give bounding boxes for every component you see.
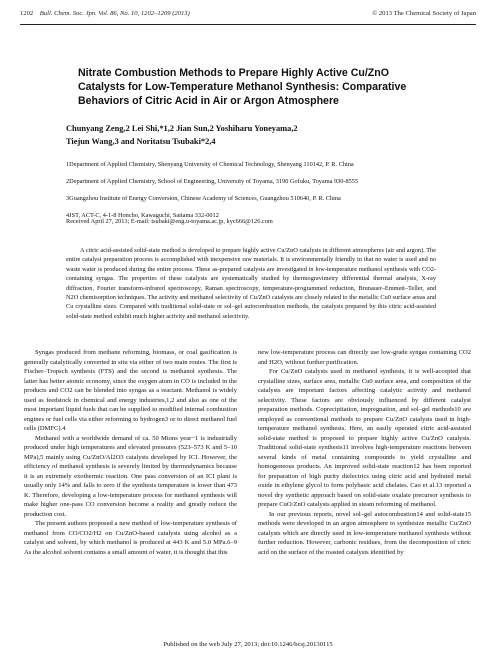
page-number: 1202 [20,10,34,17]
authors-line-1: Chunyang Zeng,2 Lei Shi,*1,2 Jian Sun,2 Yoshiharu Yoneyama,2 [66,124,298,133]
header-divider [20,24,476,25]
journal-reference: Bull. Chem. Soc. Jpn. Vol. 86, No. 10, 1202–1209 (2013) [39,10,190,17]
running-head [20,10,476,22]
paragraph: Methanol with a worldwide demand of ca. 50 Mtons year−1 is industrially produced under high temperatures and elevated pressures (523–573 K and 5–10 MPa),5 mainly using Cu/ZnO/Al2O3 catalysts developed by ICI. However, the efficiency of methanol synthesis is severely limited by thermodynamics because it is an extremely exothermic reaction. One pass conversion of an ICI plant is usually only 14% and falls to zero if the synthesis temperature is lower than 473 K. Therefore, developing a low-temperature process for methanol synthesis will make higher one-pass CO conversion become a reality and greatly reduce the production cost. [24,434,237,518]
affiliation-3: 3Guangzhou Institute of Energy Conversion, Chinese Academy of Sciences, Guangzhou 510640, P. R. China [66,195,341,202]
paragraph: The present authors proposed a new method of low-temperature synthesis of methanol from CO/CO2/H2 on Cu/ZnO-based catalysts using alcohol as a catalyst and solvent, by which methanol is produced at 443 K and 5.0 MPa.6–9 As the alcohol solvent contains a small amount of water, it is thought that this [24,520,237,556]
paragraph: In our previous reports, novel sol–gel autocombustion14 and solid-state15 methods were developed in an argon atmosphere to synthesize metallic Cu/ZnO catalysts which are directly used in low-temperature methanol synthesis without further reduction. However, carbonic residues, from the decomposition of citric acid on the surface of the roasted catalysts identified by [258,510,471,556]
paragraph: For Cu/ZnO catalysts used in methanol synthesis, it is well-accepted that crystalline sizes, surface area, metallic Cu0 surface area, and composition of the catalysts are important factors affecting catalytic activity and methanol selectivity. These factors are obviously influenced by different catalyst preparation methods. Coprecipitation, impregnation, and sol–gel methods10 are employed as conventional methods to prepare Cu/ZnO catalysts used in high-temperature methanol synthesis. Here, an easily operated citric acid-assisted solid-state method is proposed to prepare highly active Cu/ZnO catalysts. Traditional solid-state synthesis11 involves high-temperature reactions between several kinds of metal containing compounds to yield crystalline and homogeneous products. An improved solid-state reaction12 has been reported for preparation of high purity dielectrics using citric acid and hydrated metal oxide in ethylene glycol to form polybasic acid chelates. Cao et al.13 reported a novel dry synthetic approach based on solid-state oxalate precursor synthesis to prepare CuO/ZnO catalysts applied in steam reforming of methanol. [258,368,471,508]
received-date-and-email: Received April 27, 2013; E-mail: tsubaki@eng.u-toyama.ac.jp, kyc666@126.com [66,218,273,225]
affiliations [66,156,456,224]
body-column-left [24,348,237,557]
paragraph: Syngas produced from methane reforming, biomass, or coal gasification is generally catalytically converted in situ via either of two main routes. The first is Fischer–Tropsch synthesis (FTS) and the second is methanol synthesis. The latter has better atomic economy, since the oxygen atom in CO is included in the products and CO2 can be blended into syngas as a reactant. Methanol is widely used as feedstock in chemical and energy industries,1,2 and also as one of the most important liquid fuels that can be supplied to modified internal combustion engines or fuel cells via either reforming to hydrogen3 or to direct methanol fuel cells (DMFC).4 [24,349,237,432]
author-list [66,123,446,148]
journal-citation [20,10,190,17]
article-title: Nitrate Combustion Methods to Prepare Highly Active Cu/ZnO Catalysts for Low-Temperature Methanol Synthesis: Comparative Behaviors of Citric Acid in Air or Argon Atmosphere [78,67,407,107]
affiliation-4: 4JST, ACT-C, 4-1-8 Honcho, Kawaguchi, Saitama 332-0012 [66,212,219,219]
affiliation-1: 1Department of Applied Chemistry, Shenyang University of Chemical Technology, Shenyang 110142, P. R. China [66,161,354,168]
paragraph: new low-temperature process can directly use low-grade syngas containing CO2 and H2O, without further purification. [258,349,471,366]
affiliation-2: 2Department of Applied Chemistry, School of Engineering, University of Toyama, 3190 Gofuku, Toyama 930-8555 [66,178,359,185]
body-column-right [258,348,471,557]
publication-footer: Published on the web July 27, 2013; doi:10.1246/bcsj.20130115 [163,641,333,648]
copyright-notice: © 2013 The Chemical Society of Japan [372,10,476,17]
authors-line-2: Tiejun Wang,3 and Noritatsu Tsubaki*2,4 [66,136,216,146]
abstract: A citric acid-assisted solid-state method is developed to prepare highly active Cu/ZnO catalysts in different atmospheres (air and argon). The entire catalyst preparation process is accomplished with inexpensive raw materials. It is environmentally friendly in that no water is used and no waste water is produced during the entire process. These as-prepared catalysts are investigated in low-temperature methanol synthesis with CO2-containing syngas. The properties of these catalysts are systematically studied by thermogravimetry differential thermal analysis, X-ray diffraction, Fourier transform-infrared spectroscopy, Raman spectroscopy, temperature-programmed reduction, Brunauer–Emmett–Teller, and N2O chemisorption techniques. The activity and methanol selectivity of Cu/ZnO catalysts are closely related to the metallic Cu0 surface areas and Cu crystalline sizes. Compared with traditional solid-state or sol–gel autocombustion methods, the catalysts prepared by this citric acid-assisted solid-state method exhibit much higher activity and methanol selectivity. [66,247,436,320]
